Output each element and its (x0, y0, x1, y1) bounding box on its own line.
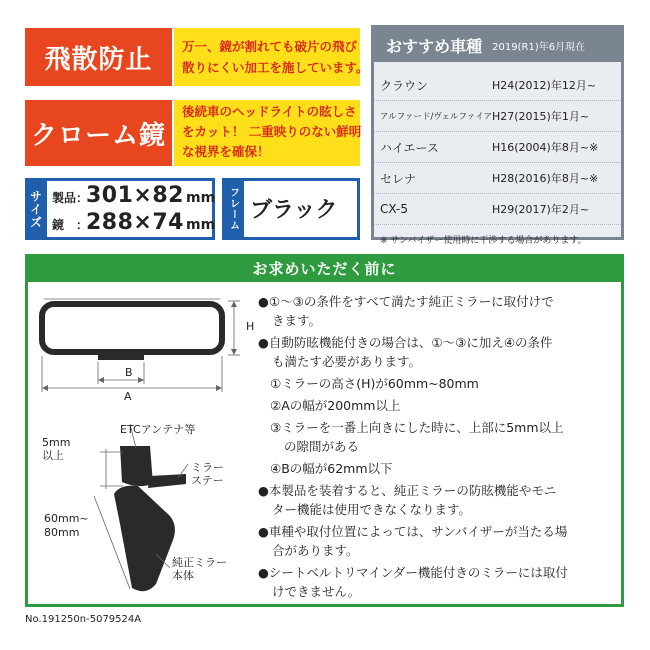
etc-antenna-shape (120, 446, 153, 486)
size-tab (25, 178, 47, 240)
mirror-mount (98, 352, 144, 360)
requirement-line: きます。 (272, 313, 322, 328)
vehicle-row (374, 70, 621, 101)
feature-desc-line: 万一、鏡が割れても破片の飛び (182, 39, 358, 54)
requirement-condition (258, 418, 620, 456)
diagram-label-etc: ETCアンテナ等 (120, 423, 196, 436)
size-product-label: 製品： (52, 191, 89, 205)
diagram-label-h: H (246, 320, 255, 333)
diagram-label-a: A (124, 390, 132, 403)
vehicle-note: ※ サンバイザー使用時に干渉する場合があります。 (380, 236, 587, 246)
requirement-condition (258, 374, 620, 393)
feature-desc-line: 散りにくい加工を施しています。 (182, 60, 369, 75)
diagram-label-gap (42, 436, 70, 462)
requirement-line: ●本製品を装着すると、純正ミラーの防眩機能やモニ (258, 483, 557, 498)
frame-color (250, 193, 338, 224)
requirement-line: ●車種や取付位置によっては、サンバイザーが当たる場 (258, 524, 568, 539)
vehicle-row (374, 132, 621, 163)
size-unit: mm (185, 190, 216, 206)
size-unit: mm (185, 217, 216, 233)
diagram-label-stay-line: ミラー (191, 461, 224, 474)
frame-color-text: ブラック (250, 198, 338, 223)
requirement-line: けできません。 (272, 584, 361, 599)
diagram-label-b: B (125, 366, 133, 379)
requirement-bullet (258, 292, 620, 330)
feature-desc-line: な視界を確保！ (182, 144, 270, 159)
size-tab-label: サイズ (28, 189, 43, 229)
requirements-text (258, 292, 620, 601)
diagram-label-gap-line: 以上 (42, 449, 64, 462)
feature-desc-line: 後続車のヘッドライトの眩しさ (182, 104, 357, 119)
requirement-line: 合があります。 (272, 543, 359, 558)
mirror-front-outline (42, 304, 222, 352)
diagram-label-height-line: 80mm (44, 526, 80, 539)
vehicle-as-of: 2019(R1)年6月現在 (492, 41, 586, 53)
requirement-line: ●シートベルトリマインダー機能付きのミラーには取付 (258, 565, 568, 580)
frame-tab-label: フレーム (227, 187, 239, 231)
frame-tab (222, 178, 244, 240)
vehicle-date: H29(2017)年2月~ (492, 203, 590, 216)
feature-title-text: クローム鏡 (30, 120, 166, 151)
requirement-condition (258, 396, 620, 415)
size-mirror-row (52, 210, 215, 235)
size-mirror-value: 288×74 (86, 210, 184, 235)
diagram-label-height (44, 512, 89, 540)
diagram-label-mirror-line: 純正ミラー (172, 556, 227, 569)
vehicle-panel (371, 25, 624, 246)
mirror-stay-shape (148, 474, 186, 488)
requirement-bullet (258, 481, 620, 519)
requirement-line: ●①～③の条件をすべて満たす純正ミラーに取付けで (258, 294, 554, 309)
feature-title-shatterproof (25, 28, 172, 86)
condition-line: ①ミラーの高さ(H)が60mm~80mm (270, 376, 479, 391)
vehicle-name: セレナ (380, 171, 417, 186)
product-number: No.191250n-5079524A (25, 614, 142, 625)
feature-title-text: 飛散防止 (44, 44, 153, 75)
requirement-line: ●自動防眩機能付きの場合は、①～③に加え④の条件 (258, 335, 553, 350)
diagram-label-stay-line: ステー (191, 474, 224, 487)
diagram-label-height-line: 60mm~ (44, 512, 89, 525)
requirement-condition (258, 459, 620, 478)
vehicle-name: CX-5 (380, 202, 408, 216)
feature-title-chrome (25, 100, 172, 166)
diagram-label-mirror-line: 本体 (172, 569, 194, 582)
vehicle-date: H28(2016)年8月~※ (492, 172, 599, 185)
requirement-line: も満たす必要があります。 (272, 354, 422, 369)
requirement-line: ター機能は使用できなくなります。 (272, 502, 472, 517)
vehicle-title: おすすめ車種 (386, 36, 483, 56)
requirement-bullet (258, 522, 620, 560)
mirror-side-body (114, 486, 175, 592)
vehicle-name: クラウン (380, 78, 429, 93)
size-mirror-label: 鏡 ： (52, 218, 89, 232)
vehicle-row (374, 101, 621, 132)
size-product-row (52, 183, 215, 208)
diagram-label-stay (191, 461, 224, 487)
vehicle-name: ハイエース (380, 140, 439, 155)
feature-desc-line: をカット！ 二重映りのない鮮明 (182, 124, 362, 139)
vehicle-row (374, 163, 621, 194)
condition-line: ②Aの幅が200mm以上 (270, 398, 401, 413)
vehicle-date: H24(2012)年12月~ (492, 79, 597, 92)
condition-line: ④Bの幅が62mm以下 (270, 461, 393, 476)
diagram-label-mirror-body (172, 556, 227, 582)
size-product-value: 301×82 (86, 183, 184, 208)
condition-line: の隙間がある (284, 439, 360, 454)
requirements-title: お求めいただく前に (252, 259, 397, 278)
vehicle-name: アルファード/ヴェルファイア (380, 112, 493, 122)
feature-desc-chrome (174, 100, 360, 166)
requirements-header (25, 254, 624, 282)
vehicle-date: H27(2015)年1月~ (492, 110, 590, 123)
vehicle-header (374, 28, 621, 62)
vehicle-row (374, 194, 621, 225)
condition-line: ③ミラーを一番上向きにした時に、上部に5mm以上 (270, 420, 564, 435)
feature-desc-shatterproof (174, 28, 369, 86)
requirement-bullet (258, 333, 620, 371)
requirement-bullet (258, 563, 620, 601)
vehicle-date: H16(2004)年8月~※ (492, 141, 599, 154)
diagram-label-gap-line: 5mm (42, 436, 71, 449)
